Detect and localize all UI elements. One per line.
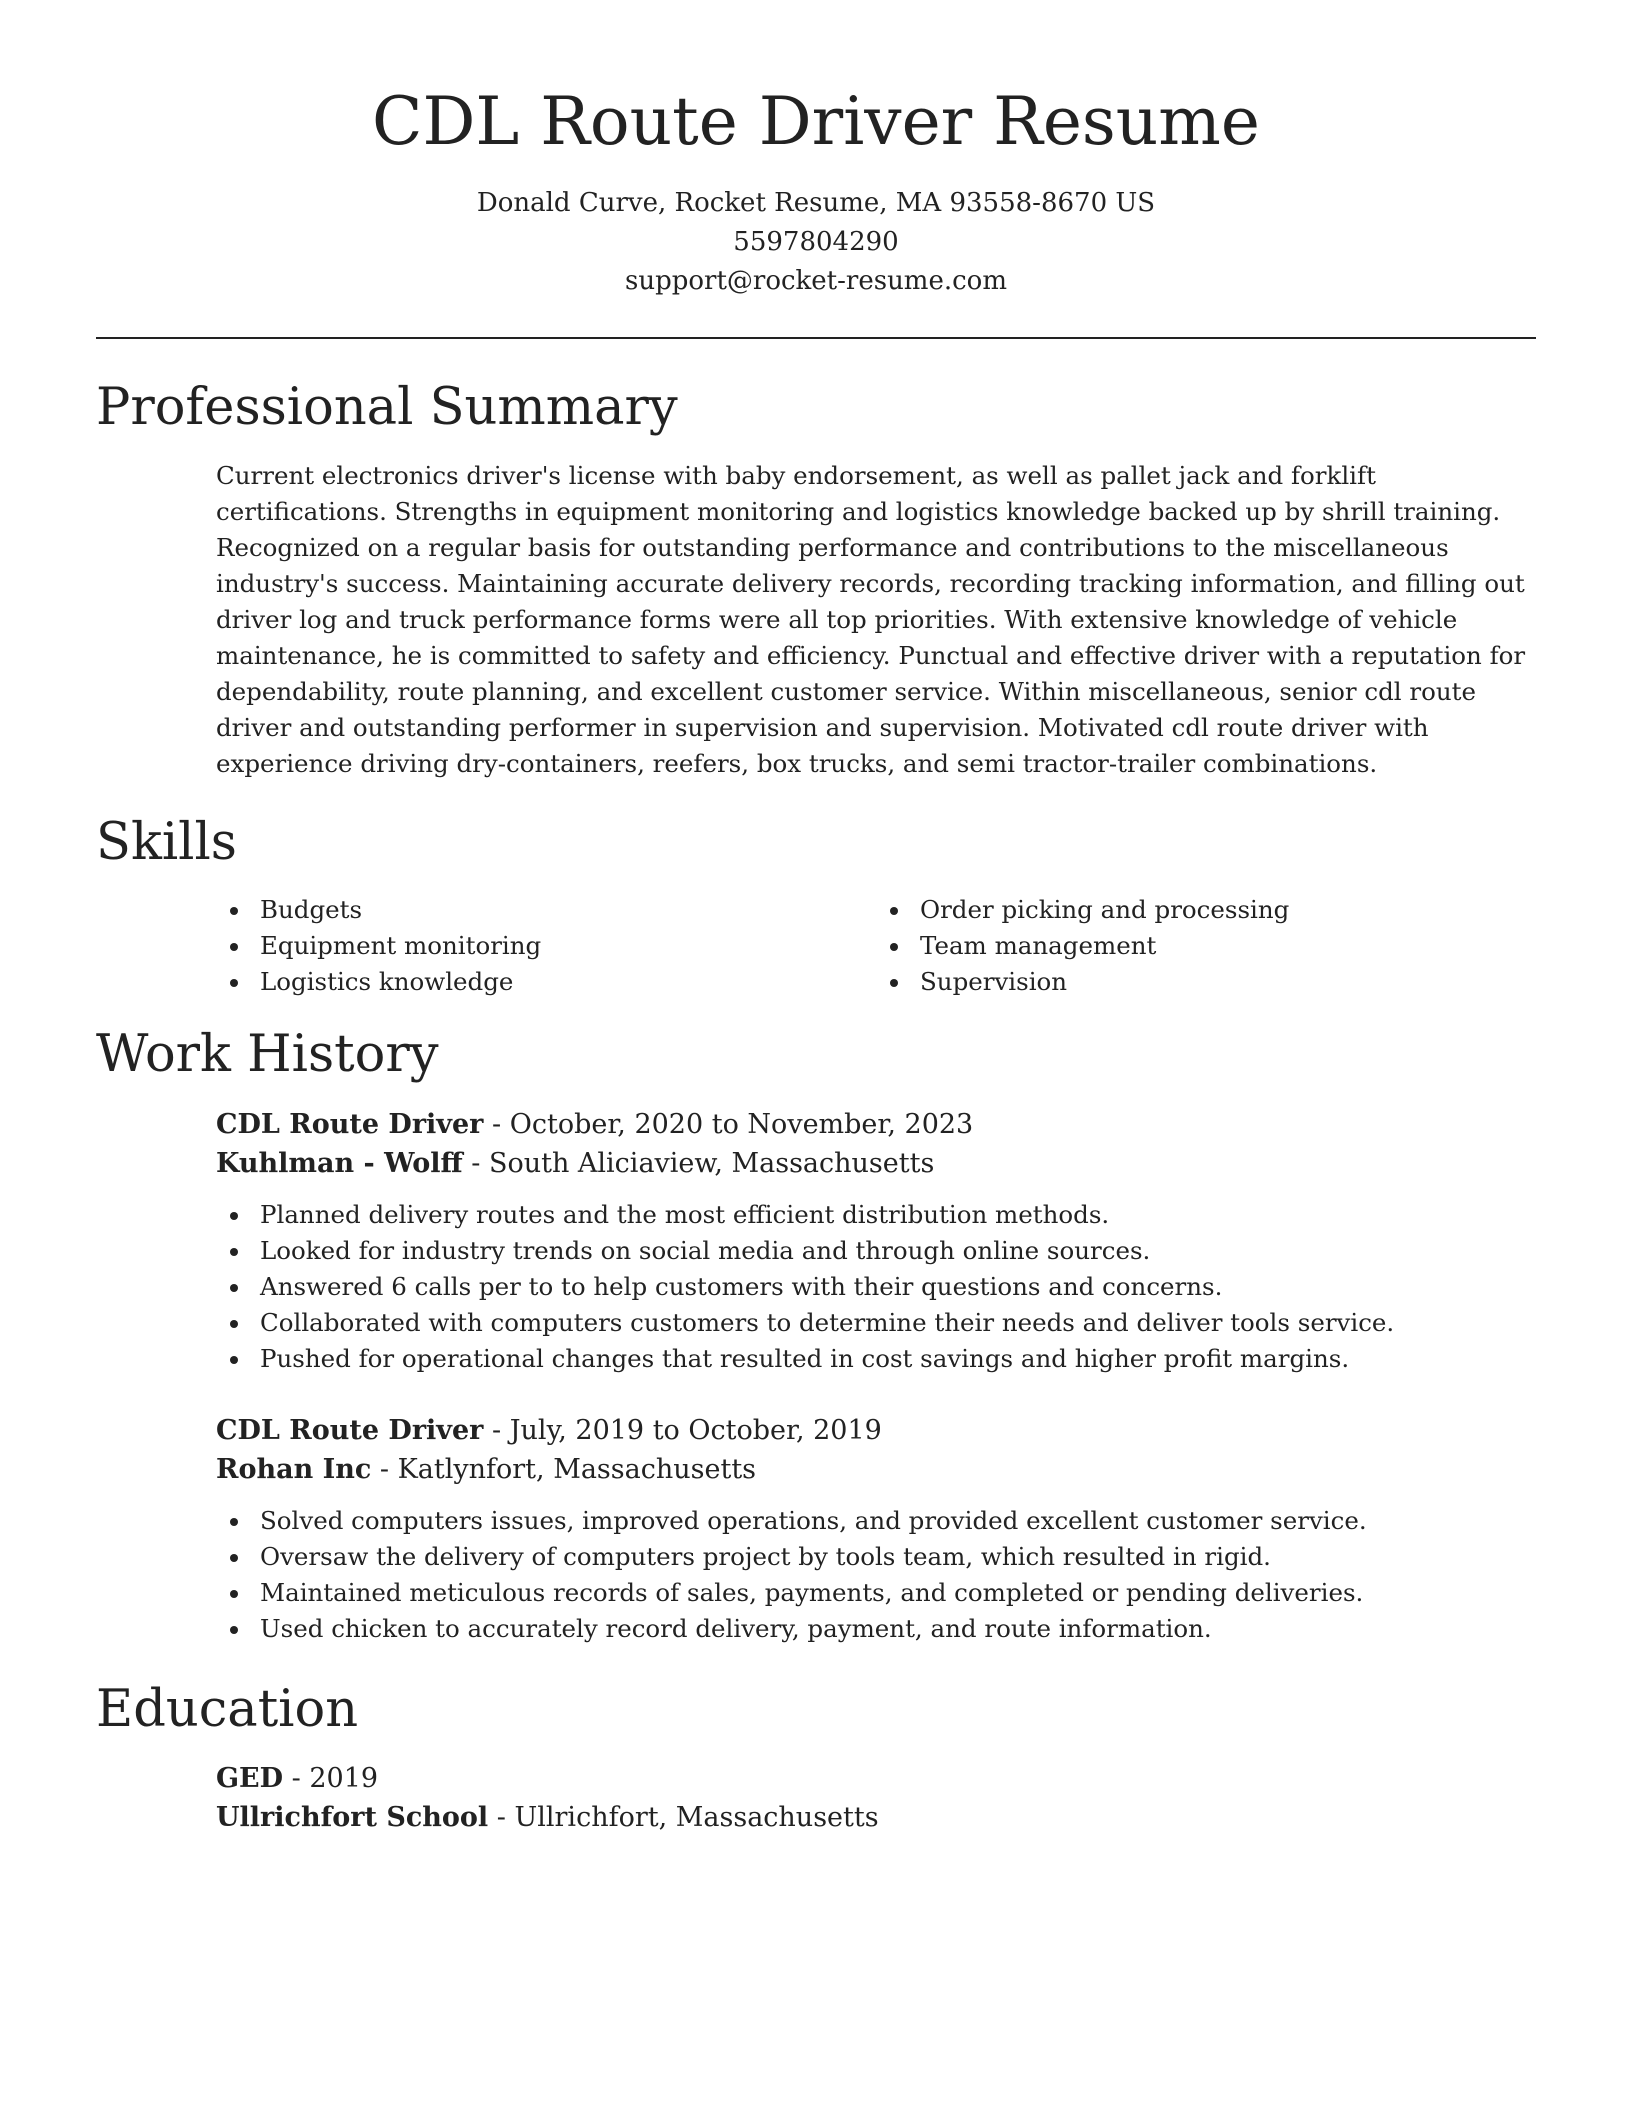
contact-address: Donald Curve, Rocket Resume, MA 93558-8670 US <box>476 187 1156 218</box>
job-duties <box>216 1503 1536 1647</box>
job-title: CDL Route Driver <box>216 1108 484 1140</box>
job-duty: Looked for industry trends on social media and through online sources. <box>260 1233 1536 1269</box>
job-duty: Planned delivery routes and the most efficient distribution methods. <box>260 1197 1536 1233</box>
education-school-line: Ullrichfort School - Ullrichfort, Massachusetts <box>216 1802 879 1834</box>
skills-list-right <box>876 892 1536 1000</box>
education-heading: Education <box>96 1679 359 1739</box>
contact-email: support@rocket-resume.com <box>624 265 1007 296</box>
skills-grid <box>216 892 1536 1000</box>
job-location: Katlynfort, Massachusetts <box>397 1453 757 1485</box>
work-history-heading: Work History <box>96 1025 439 1085</box>
job-company: Kuhlman - Wolff <box>216 1147 463 1179</box>
job-location: South Aliciaview, Massachusetts <box>488 1147 935 1179</box>
skill-item: Team management <box>920 928 1536 964</box>
work-history-section <box>96 1026 1536 1647</box>
header-divider <box>96 337 1536 339</box>
job-dates: July, 2019 to October, 2019 <box>509 1414 882 1446</box>
summary-heading: Professional Summary <box>96 377 678 437</box>
education-year: 2019 <box>309 1763 379 1795</box>
job-duty: Collaborated with computers customers to determine their needs and deliver tools service. <box>260 1305 1536 1341</box>
job-duty: Solved computers issues, improved operations, and provided excellent customer service. <box>260 1503 1536 1539</box>
education-degree: GED <box>216 1763 284 1795</box>
job-duty: Answered 6 calls per to to help customers with their questions and concerns. <box>260 1269 1536 1305</box>
job-company-line: Rohan Inc - Katlynfort, Massachusetts <box>216 1453 757 1485</box>
job-duties <box>216 1197 1536 1377</box>
skill-item: Equipment monitoring <box>260 928 876 964</box>
resume-header <box>96 0 1536 301</box>
education-school: Ullrichfort School <box>216 1802 489 1834</box>
job-duty: Used chicken to accurately record delivery, payment, and route information. <box>260 1611 1536 1647</box>
skills-heading: Skills <box>96 812 237 872</box>
job-entry <box>216 1411 1536 1647</box>
job-duty: Maintained meticulous records of sales, payments, and completed or pending deliveries. <box>260 1575 1536 1611</box>
skill-item: Logistics knowledge <box>260 964 876 1000</box>
job-dates: October, 2020 to November, 2023 <box>509 1108 974 1140</box>
education-location: Ullrichfort, Massachusetts <box>514 1802 879 1834</box>
job-duty: Oversaw the delivery of computers project by tools team, which resulted in rigid. <box>260 1539 1536 1575</box>
skill-item: Budgets <box>260 892 876 928</box>
resume-title: CDL Route Driver Resume <box>372 83 1260 160</box>
job-company: Rohan Inc <box>216 1453 372 1485</box>
skill-item: Order picking and processing <box>920 892 1536 928</box>
job-title-line: CDL Route Driver - October, 2020 to November, 2023 <box>216 1108 974 1140</box>
contact-phone: 5597804290 <box>733 226 899 257</box>
skills-list-left <box>216 892 876 1000</box>
summary-text: Current electronics driver's license with baby endorsement, as well as pallet jack and forklift certifications. Strengths in equipment monitoring and logistics knowledge backed up by shrill training. Recognized on a regular basis for outstanding performance and contributions to the miscellaneous industry's success. Maintaining accurate delivery records, recording tracking information, and filling out driver log and truck performance forms were all top priorities. With extensive knowledge of vehicle maintenance, he is committed to safety and efficiency. Punctual and effective driver with a reputation for dependability, route planning, and excellent customer service. Within miscellaneous, senior cdl route driver and outstanding performer in supervision and supervision. Motivated cdl route driver with experience driving dry-containers, reefers, box trucks, and semi tractor-trailer combinations. <box>216 460 1526 778</box>
skill-item: Supervision <box>920 964 1536 1000</box>
skills-section <box>96 814 1536 1001</box>
job-title: CDL Route Driver <box>216 1414 484 1446</box>
job-duty: Pushed for operational changes that resulted in cost savings and higher profit margins. <box>260 1341 1536 1377</box>
education-degree-line: GED - 2019 <box>216 1763 379 1795</box>
job-title-line: CDL Route Driver - July, 2019 to October, 2019 <box>216 1414 882 1446</box>
job-entry <box>216 1105 1536 1377</box>
job-company-line: Kuhlman - Wolff - South Aliciaview, Massachusetts <box>216 1147 935 1179</box>
education-section <box>96 1681 1536 1838</box>
professional-summary-section <box>96 379 1536 782</box>
